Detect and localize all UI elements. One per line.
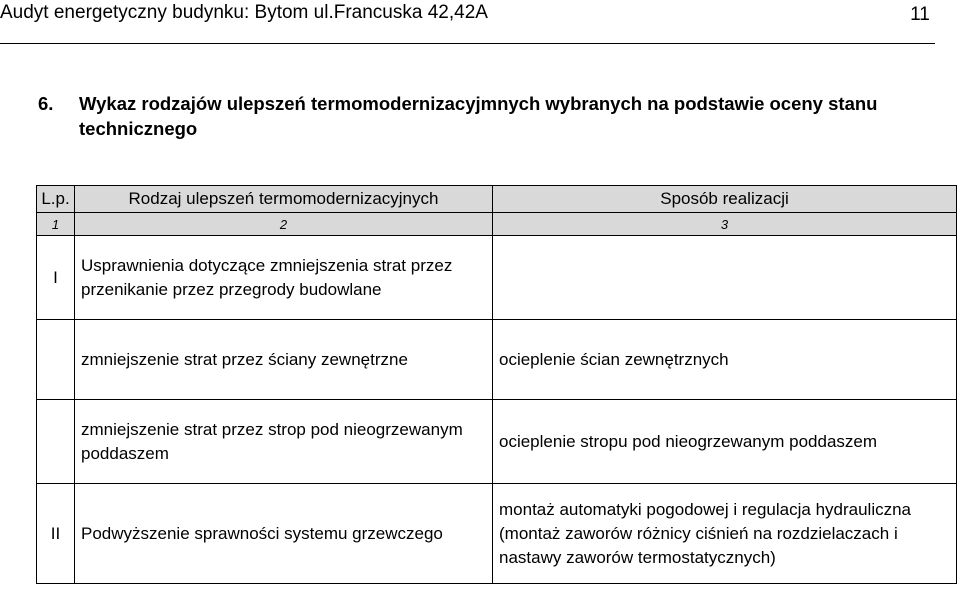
header-lp: L.p. xyxy=(37,186,75,213)
improvements-table xyxy=(36,185,957,584)
row-method xyxy=(493,236,957,320)
section-heading xyxy=(38,91,898,139)
row-lp xyxy=(37,320,75,400)
row-lp: II xyxy=(37,484,75,584)
row-type: zmniejszenie strat przez strop pod nieogrzewanym poddaszem xyxy=(75,400,493,484)
row-type: zmniejszenie strat przez ściany zewnętrzne xyxy=(75,320,493,400)
page-header xyxy=(0,0,940,44)
table-header-row xyxy=(37,186,957,213)
index-cell: 1 xyxy=(37,213,75,236)
document-title: Audyt energetyczny budynku: Bytom ul.Francuska 42,42A xyxy=(0,2,488,23)
table-row xyxy=(37,236,957,320)
row-method: ocieplenie ścian zewnętrznych xyxy=(493,320,957,400)
row-method: ocieplenie stropu pod nieogrzewanym poddaszem xyxy=(493,400,957,484)
table-row xyxy=(37,484,957,584)
section-number: 6. xyxy=(38,93,54,114)
row-lp xyxy=(37,400,75,484)
table-row xyxy=(37,400,957,484)
table-index-row xyxy=(37,213,957,236)
header-type: Rodzaj ulepszeń termomodernizacyjnych xyxy=(75,186,493,213)
header-method: Sposób realizacji xyxy=(493,186,957,213)
row-type: Podwyższenie sprawności systemu grzewczego xyxy=(75,484,493,584)
index-cell: 3 xyxy=(493,213,957,236)
row-type: Usprawnienia dotyczące zmniejszenia strat przez przenikanie przez przegrody budowlane xyxy=(75,236,493,320)
page-number: 11 xyxy=(910,4,930,25)
header-divider xyxy=(0,43,935,44)
table-row xyxy=(37,320,957,400)
section-title: Wykaz rodzajów ulepszeń termomodernizacyjmnych wybranych na podstawie oceny stanu technicznego xyxy=(79,93,878,139)
index-cell: 2 xyxy=(75,213,493,236)
row-lp: I xyxy=(37,236,75,320)
row-method: montaż automatyki pogodowej i regulacja hydrauliczna (montaż zaworów różnicy ciśnień na rozdzielaczach i nastawy zaworów termostatycznych) xyxy=(493,484,957,584)
